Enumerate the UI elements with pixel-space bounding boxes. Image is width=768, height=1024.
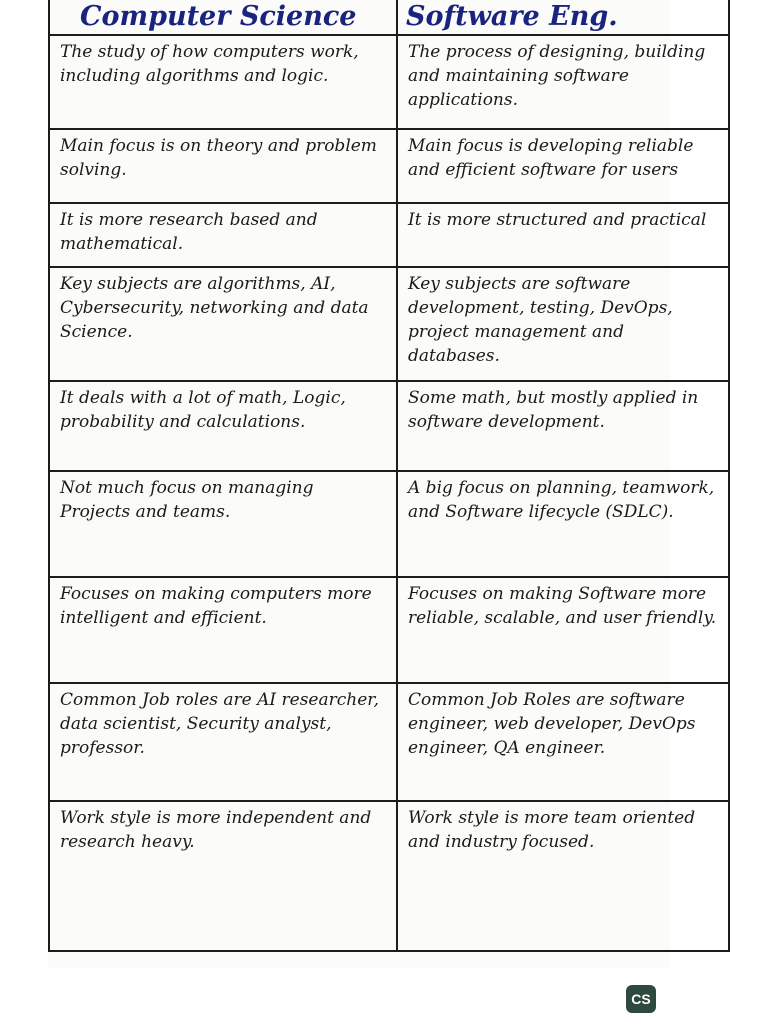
table-row [49,471,729,577]
table-row [49,801,729,951]
cs-cell: It is more research based and mathematical. [49,203,397,267]
notebook-page [48,0,717,968]
se-cell: A big focus on planning, teamwork, and Software lifecycle (SDLC). [397,471,729,577]
cs-cell: Focuses on making computers more intelligent and efficient. [49,577,397,683]
cs-cell: Main focus is on theory and problem solving. [49,129,397,203]
table-row [49,35,729,129]
cs-cell: It deals with a lot of math, Logic, probability and calculations. [49,381,397,471]
se-cell: Main focus is developing reliable and efficient software for users [397,129,729,203]
camscanner-logo-icon: CS [626,985,656,1013]
se-cell: Focuses on making Software more reliable, scalable, and user friendly. [397,577,729,683]
comparison-table [48,0,730,952]
se-cell: Some math, but mostly applied in software development. [397,381,729,471]
se-cell: Work style is more team oriented and industry focused. [397,801,729,951]
se-cell: Common Job Roles are software engineer, web developer, DevOps engineer, QA engineer. [397,683,729,801]
table-header-row [49,0,729,35]
table-row [49,683,729,801]
header-software-engineering: Software Eng. [397,0,729,35]
table-row [49,577,729,683]
cs-cell: Work style is more independent and research heavy. [49,801,397,951]
se-cell: It is more structured and practical [397,203,729,267]
cs-cell: The study of how computers work, including algorithms and logic. [49,35,397,129]
header-computer-science: Computer Science [49,0,397,35]
se-cell: The process of designing, building and maintaining software applications. [397,35,729,129]
table-row [49,381,729,471]
cs-cell: Common Job roles are AI researcher, data scientist, Security analyst, professor. [49,683,397,801]
table-row [49,129,729,203]
cs-cell: Key subjects are algorithms, AI, Cybersecurity, networking and data Science. [49,267,397,381]
se-cell: Key subjects are software development, testing, DevOps, project management and databases. [397,267,729,381]
table-row [49,203,729,267]
comparison-table-wrapper [48,0,717,968]
cs-cell: Not much focus on managing Projects and teams. [49,471,397,577]
table-row [49,267,729,381]
